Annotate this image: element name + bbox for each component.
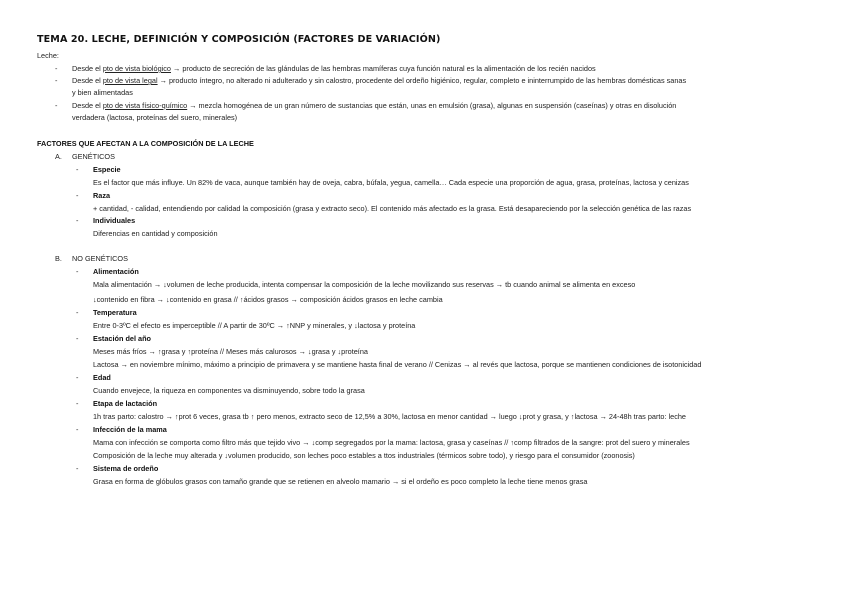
definition-fisico-quimico: Desde el pto de vista físico-químico → mezcla homogénea de un gran número de sustancias que están, unas en emulsión (grasa), algunas en suspensión (caseínas) y otras en disolución xyxy=(72,101,677,110)
factor-text-temperatura: Entre 0-3ºC el efecto es imperceptible // A partir de 30ºC → ↑NNP y minerales, y ↓lactosa y proteína xyxy=(93,321,416,330)
factor-name-raza: Raza xyxy=(93,191,111,200)
bullet-dash: - xyxy=(55,64,58,73)
factor-text-lactacion: 1h tras parto: calostro → ↑prot 6 veces, grasa tb ↑ pero menos, extracto seco de 12,5% a 30%, lactosa en menor cantidad → luego ↓prot y grasa, y ↑lactosa → 24-48h tras parto: leche xyxy=(93,412,686,421)
factor-name-infeccion: Infección de la mama xyxy=(93,425,167,434)
definition-legal: Desde el pto de vista legal → producto íntegro, no alterado ni adulterado y sin calostro, procedente del ordeño higiénico, regular, completo e ininterrumpido de las hembras domésticas sanas xyxy=(72,76,687,85)
definition-fisico-quimico-cont: verdadera (lactosa, proteínas del suero, minerales) xyxy=(72,113,238,122)
bullet-dash: - xyxy=(76,191,79,200)
factor-text-individuales: Diferencias en cantidad y composición xyxy=(93,229,218,238)
factor-text-infeccion-1: Mama con infección se comporta como filtro más que tejido vivo → ↓comp segregados por la mama: lactosa, grasa y caseínas // ↑comp filtrados de la sangre: prot del suero y minerales xyxy=(93,438,690,447)
factor-name-especie: Especie xyxy=(93,165,121,174)
intro-label: Leche: xyxy=(37,51,59,60)
factor-name-individuales: Individuales xyxy=(93,216,136,225)
factor-name-edad: Edad xyxy=(93,373,111,382)
bullet-dash: - xyxy=(76,425,79,434)
bullet-dash: - xyxy=(76,308,79,317)
bullet-dash: - xyxy=(76,373,79,382)
factor-text-ordeno: Grasa en forma de glóbulos grasos con tamaño grande que se retienen en alveolo mamario → si el ordeño es poco completo la leche tiene menos grasa xyxy=(93,477,588,486)
definition-legal-cont: y bien alimentadas xyxy=(72,88,133,97)
factor-name-estacion: Estación del año xyxy=(93,334,151,343)
factor-text-raza: + cantidad, - calidad, entendiendo por calidad la composición (grasa y extracto seco). El contenido más afectado es la grasa. Está desapareciendo por la selección genética de las razas xyxy=(93,204,692,213)
factor-text-alimentacion-1: Mala alimentación → ↓volumen de leche producida, intenta compensar la composición de la leche movilizando sus reservas → tb cuando animal se alimenta en exceso xyxy=(93,280,636,289)
section-a-marker: A. xyxy=(55,152,62,161)
section-a-label: GENÉTICOS xyxy=(72,152,115,161)
bullet-dash: - xyxy=(76,399,79,408)
factor-name-lactacion: Etapa de lactación xyxy=(93,399,158,408)
bullet-dash: - xyxy=(76,267,79,276)
factor-text-edad: Cuando envejece, la riqueza en componentes va disminuyendo, sobre todo la grasa xyxy=(93,386,365,395)
definition-biologico: Desde el pto de vista biológico → producto de secreción de las glándulas de las hembras mamíferas cuya función natural es la alimentación de los recién nacidos xyxy=(72,64,596,73)
bullet-dash: - xyxy=(76,165,79,174)
bullet-dash: - xyxy=(76,216,79,225)
factor-text-estacion-1: Meses más fríos → ↑grasa y ↑proteína // Meses más calurosos → ↓grasa y ↓proteína xyxy=(93,347,368,356)
page-title: TEMA 20. LECHE, DEFINICIÓN Y COMPOSICIÓN (FACTORES DE VARIACIÓN) xyxy=(37,34,441,45)
factor-name-alimentacion: Alimentación xyxy=(93,267,139,276)
section-b-label: NO GENÉTICOS xyxy=(72,254,128,263)
bullet-dash: - xyxy=(76,464,79,473)
factors-heading: FACTORES QUE AFECTAN A LA COMPOSICIÓN DE LA LECHE xyxy=(37,139,254,148)
factor-text-estacion-2: Lactosa → en noviembre mínimo, máximo a principio de primavera y se mantiene hasta final de verano // Cenizas → al revés que lactosa, porque se mantienen condiciones de isotonicidad xyxy=(93,360,702,369)
factor-name-temperatura: Temperatura xyxy=(93,308,137,317)
bullet-dash: - xyxy=(55,101,58,110)
bullet-dash: - xyxy=(76,334,79,343)
factor-name-ordeno: Sistema de ordeño xyxy=(93,464,159,473)
factor-text-infeccion-2: Composición de la leche muy alterada y ↓volumen producido, son leches poco estables a ttos industriales (térmicos sobre todo), y riesgo para el consumidor (zoonosis) xyxy=(93,451,635,460)
bullet-dash: - xyxy=(55,76,58,85)
factor-text-alimentacion-2: ↓contenido en fibra → ↓contenido en grasa // ↑ácidos grasos → composición ácidos grasos en leche cambia xyxy=(93,295,443,304)
factor-text-especie: Es el factor que más influye. Un 82% de vaca, aunque también hay de oveja, cabra, búfala, yegua, camella… Cada especie una proporción de agua, grasa, proteínas, lactosa y cenizas xyxy=(93,178,689,187)
section-b-marker: B. xyxy=(55,254,62,263)
